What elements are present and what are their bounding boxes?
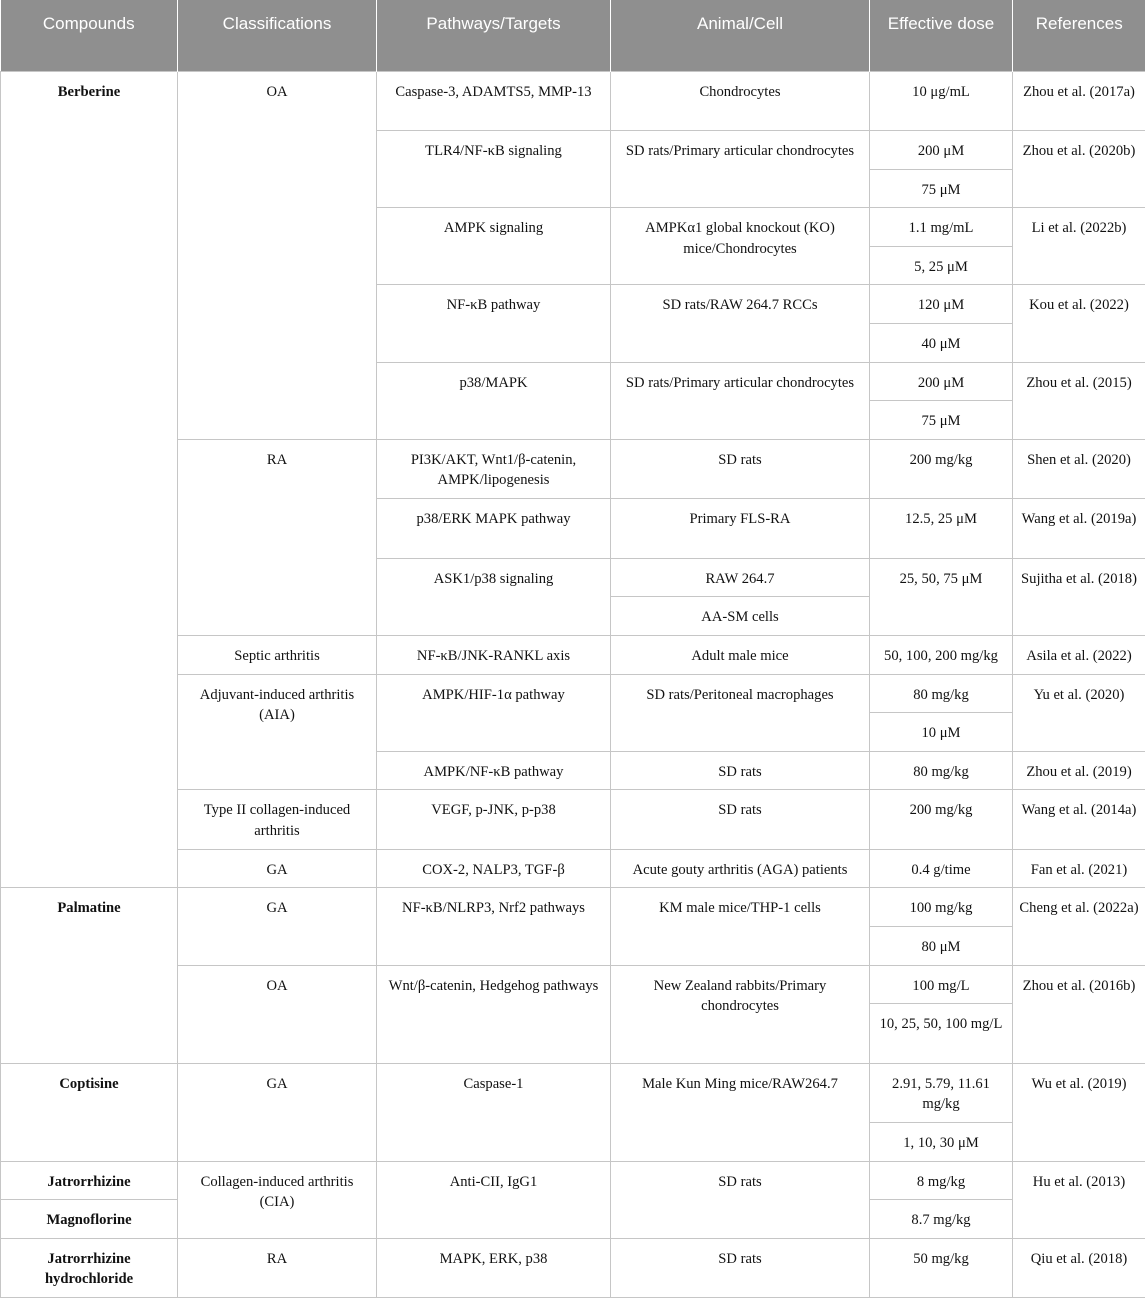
animal-cell: SD rats (611, 439, 870, 499)
reference-cell: Zhou et al. (2017a) (1013, 71, 1145, 131)
reference-cell: Wang et al. (2014a) (1013, 790, 1145, 850)
pathway-cell: NF-κB/NLRP3, Nrf2 pathways (377, 888, 611, 965)
animal-cell: New Zealand rabbits/Primary chondrocytes (611, 965, 870, 1063)
compound-cell: Magnoflorine (1, 1200, 178, 1239)
animal-cell: SD rats (611, 751, 870, 790)
pathway-cell: ASK1/p38 signaling (377, 558, 611, 635)
classification-cell: RA (178, 1238, 377, 1298)
compound-cell: Palmatine (1, 888, 178, 1063)
pathway-cell: MAPK, ERK, p38 (377, 1238, 611, 1298)
animal-cell: SD rats/Primary articular chondrocytes (611, 362, 870, 439)
animal-cell: SD rats/Primary articular chondrocytes (611, 131, 870, 208)
animal-cell: Adult male mice (611, 635, 870, 674)
dose-cell: 8 mg/kg (870, 1161, 1013, 1200)
dose-cell: 8.7 mg/kg (870, 1200, 1013, 1239)
dose-cell: 0.4 g/time (870, 849, 1013, 888)
table-row (1, 1161, 1145, 1200)
dose-cell: 120 μM (870, 285, 1013, 324)
pathway-cell: NF-κB pathway (377, 285, 611, 362)
dose-cell: 10 μg/mL (870, 71, 1013, 131)
compound-cell: Jatrorrhizine hydrochloride (1, 1238, 178, 1298)
classification-cell: Collagen-induced arthritis (CIA) (178, 1161, 377, 1238)
compound-cell: Berberine (1, 71, 178, 888)
dose-cell: 10 μM (870, 713, 1013, 752)
animal-cell: SD rats (611, 1161, 870, 1238)
classification-cell: GA (178, 849, 377, 888)
animal-cell: Primary FLS-RA (611, 499, 870, 559)
pathway-cell: Caspase-3, ADAMTS5, MMP-13 (377, 71, 611, 131)
reference-cell: Shen et al. (2020) (1013, 439, 1145, 499)
classification-cell: OA (178, 71, 377, 439)
dose-cell: 1, 10, 30 μM (870, 1123, 1013, 1162)
reference-cell: Zhou et al. (2015) (1013, 362, 1145, 439)
reference-cell: Hu et al. (2013) (1013, 1161, 1145, 1238)
animal-cell: AA-SM cells (611, 597, 870, 636)
reference-cell: Li et al. (2022b) (1013, 208, 1145, 285)
dose-cell: 1.1 mg/mL (870, 208, 1013, 247)
animal-cell: KM male mice/THP-1 cells (611, 888, 870, 965)
pathway-cell: AMPK signaling (377, 208, 611, 285)
animal-cell: SD rats/RAW 264.7 RCCs (611, 285, 870, 362)
dose-cell: 100 mg/L (870, 965, 1013, 1004)
header-compounds: Compounds (1, 0, 178, 71)
dose-cell: 80 mg/kg (870, 751, 1013, 790)
dose-cell: 40 μM (870, 323, 1013, 362)
table-row (1, 1238, 1145, 1298)
animal-cell: Male Kun Ming mice/RAW264.7 (611, 1063, 870, 1161)
compound-cell: Coptisine (1, 1063, 178, 1161)
reference-cell: Fan et al. (2021) (1013, 849, 1145, 888)
header-classifications: Classifications (178, 0, 377, 71)
reference-cell: Yu et al. (2020) (1013, 674, 1145, 751)
table-header (1, 0, 1145, 71)
pathway-cell: AMPK/HIF-1α pathway (377, 674, 611, 751)
classification-cell: GA (178, 1063, 377, 1161)
reference-cell: Asila et al. (2022) (1013, 635, 1145, 674)
reference-cell: Wu et al. (2019) (1013, 1063, 1145, 1161)
pathway-cell: PI3K/AKT, Wnt1/β-catenin, AMPK/lipogenesis (377, 439, 611, 499)
classification-cell: GA (178, 888, 377, 965)
animal-cell: SD rats (611, 790, 870, 850)
compound-cell: Jatrorrhizine (1, 1161, 178, 1200)
pathway-cell: p38/ERK MAPK pathway (377, 499, 611, 559)
pathway-cell: AMPK/NF-κB pathway (377, 751, 611, 790)
dose-cell: 80 mg/kg (870, 674, 1013, 713)
header-row (1, 0, 1145, 71)
table-row (1, 71, 1145, 131)
classification-cell: Type II collagen-induced arthritis (178, 790, 377, 850)
pathway-cell: COX-2, NALP3, TGF-β (377, 849, 611, 888)
reference-cell: Zhou et al. (2016b) (1013, 965, 1145, 1063)
classification-cell: OA (178, 965, 377, 1063)
table-row (1, 1063, 1145, 1123)
table-body (1, 71, 1145, 1298)
header-pathways-targets: Pathways/Targets (377, 0, 611, 71)
pathway-cell: Wnt/β-catenin, Hedgehog pathways (377, 965, 611, 1063)
dose-cell: 50, 100, 200 mg/kg (870, 635, 1013, 674)
classification-cell: Adjuvant-induced arthritis (AIA) (178, 674, 377, 790)
animal-cell: SD rats/Peritoneal macrophages (611, 674, 870, 751)
pathway-cell: VEGF, p-JNK, p-p38 (377, 790, 611, 850)
header-references: References (1013, 0, 1145, 71)
reference-cell: Cheng et al. (2022a) (1013, 888, 1145, 965)
dose-cell: 80 μM (870, 927, 1013, 966)
reference-cell: Zhou et al. (2019) (1013, 751, 1145, 790)
dose-cell: 75 μM (870, 401, 1013, 440)
pathway-cell: TLR4/NF-κB signaling (377, 131, 611, 208)
dose-cell: 5, 25 μM (870, 246, 1013, 285)
header-effective-dose: Effective dose (870, 0, 1013, 71)
classification-cell: RA (178, 439, 377, 635)
dose-cell: 75 μM (870, 169, 1013, 208)
dose-cell: 200 mg/kg (870, 439, 1013, 499)
animal-cell: Chondrocytes (611, 71, 870, 131)
reference-cell: Wang et al. (2019a) (1013, 499, 1145, 559)
animal-cell: SD rats (611, 1238, 870, 1298)
reference-cell: Qiu et al. (2018) (1013, 1238, 1145, 1298)
dose-cell: 200 mg/kg (870, 790, 1013, 850)
pathway-cell: p38/MAPK (377, 362, 611, 439)
reference-cell: Sujitha et al. (2018) (1013, 558, 1145, 635)
dose-cell: 50 mg/kg (870, 1238, 1013, 1298)
dose-cell: 25, 50, 75 μM (870, 558, 1013, 635)
dose-cell: 12.5, 25 μM (870, 499, 1013, 559)
dose-cell: 100 mg/kg (870, 888, 1013, 927)
animal-cell: Acute gouty arthritis (AGA) patients (611, 849, 870, 888)
dose-cell: 200 μM (870, 131, 1013, 170)
animal-cell: RAW 264.7 (611, 558, 870, 597)
classification-cell: Septic arthritis (178, 635, 377, 674)
reference-cell: Zhou et al. (2020b) (1013, 131, 1145, 208)
dose-cell: 10, 25, 50, 100 mg/L (870, 1004, 1013, 1064)
reference-cell: Kou et al. (2022) (1013, 285, 1145, 362)
dose-cell: 200 μM (870, 362, 1013, 401)
dose-cell: 2.91, 5.79, 11.61 mg/kg (870, 1063, 1013, 1123)
animal-cell: AMPKα1 global knockout (KO) mice/Chondrocytes (611, 208, 870, 285)
pathway-cell: Caspase-1 (377, 1063, 611, 1161)
table-row (1, 888, 1145, 927)
header-animal-cell: Animal/Cell (611, 0, 870, 71)
pathway-cell: Anti-CII, IgG1 (377, 1161, 611, 1238)
pathway-cell: NF-κB/JNK-RANKL axis (377, 635, 611, 674)
